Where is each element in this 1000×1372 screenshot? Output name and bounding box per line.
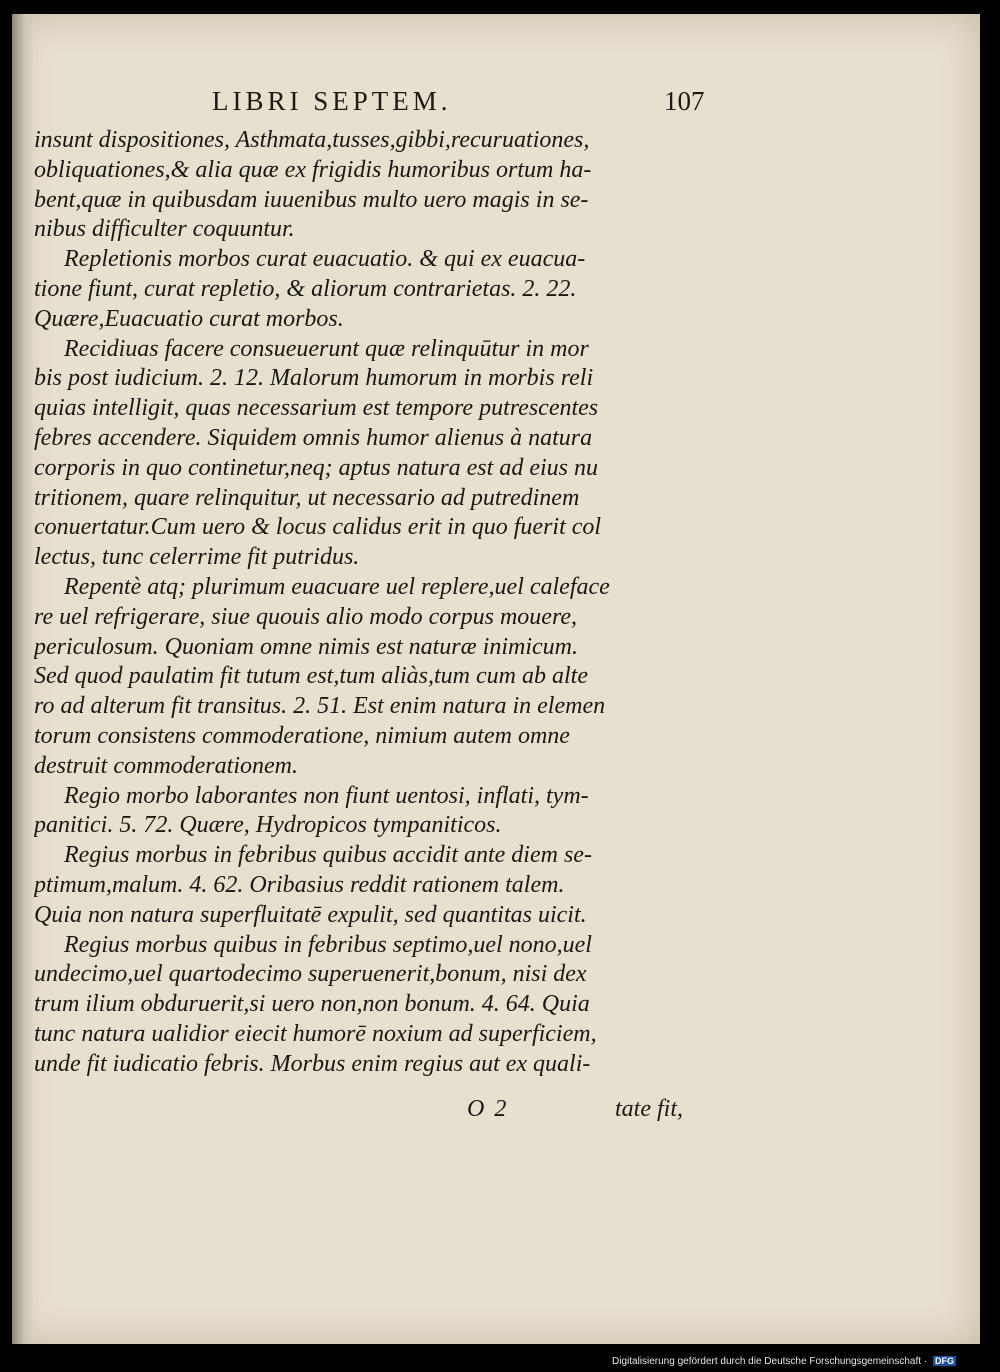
text-line: insunt dispositiones, Asthmata,tusses,gibbi,recuruationes, xyxy=(34,127,590,153)
text-line: tione fiunt, curat repletio, & aliorum contrarietas. 2. 22. xyxy=(34,275,577,302)
text-line: Recidiuas facere consueuerunt quæ relinquūtur in mor xyxy=(64,335,589,362)
text-line: Quia non natura superfluitatē expulit, sed quantitas uicit. xyxy=(34,901,587,928)
dfg-logo: DFG xyxy=(934,1356,954,1366)
text-line: bent,quæ in quibusdam iuuenibus multo uero magis in se- xyxy=(34,186,589,213)
text-line: destruit commoderationem. xyxy=(34,752,298,779)
text-line: trum ilium obduruerit,si uero non,non bonum. 4. 64. Quia xyxy=(34,991,590,1018)
text-line: nibus difficulter coquuntur. xyxy=(34,216,295,243)
text-line: corporis in quo continetur,neq; aptus natura est ad eius nu xyxy=(34,454,598,481)
text-line: ro ad alterum fit transitus. 2. 51. Est enim natura in elemen xyxy=(34,693,606,720)
text-line: Repentè atq; plurimum euacuare uel replere,uel caleface xyxy=(64,573,610,600)
text-line: obliquationes,& alia quæ ex frigidis humoribus ortum ha- xyxy=(34,156,592,183)
text-line: Quære,Euacuatio curat morbos. xyxy=(34,305,344,332)
text-line: re uel refrigerare, siue quouis alio modo corpus mouere, xyxy=(34,603,578,630)
book-page xyxy=(12,14,980,1344)
digitization-attribution xyxy=(612,1356,956,1367)
text-line: tunc natura ualidior eiecit humorē noxium ad superficiem, xyxy=(34,1020,597,1047)
attribution-text: Digitalisierung gefördert durch die Deutsche Forschungsgemeinschaft · xyxy=(612,1356,928,1367)
text-body xyxy=(34,126,724,1080)
text-line: tritionem, quare relinquitur, ut necessario ad putredinem xyxy=(34,484,580,511)
catchword: tate fit, xyxy=(615,1096,683,1122)
text-line: Regius morbus quibus in febribus septimo,uel nono,uel xyxy=(64,931,592,958)
text-line: Sed quod paulatim fit tutum est,tum aliàs,tum cum ab alte xyxy=(34,663,588,690)
text-line: periculosum. Quoniam omne nimis est naturæ inimicum. xyxy=(34,633,578,660)
running-head-title: LIBRI SEPTEM. xyxy=(212,86,452,116)
text-line: Repletionis morbos curat euacuatio. & qui ex euacua- xyxy=(64,246,586,273)
page-footer xyxy=(12,1096,980,1126)
text-line: torum consistens commoderatione, nimium autem omne xyxy=(34,722,570,749)
text-line: unde fit iudicatio febris. Morbus enim regius aut ex quali- xyxy=(34,1050,591,1077)
text-line: lectus, tunc celerrime fit putridus. xyxy=(34,544,360,571)
text-line: Regio morbo laborantes non fiunt uentosi, inflati, tym- xyxy=(64,782,589,809)
text-line: quias intelligit, quas necessarium est tempore putrescentes xyxy=(34,395,599,422)
text-line: undecimo,uel quartodecimo superuenerit,bonum, nisi dex xyxy=(34,961,587,988)
page-gutter-shadow xyxy=(12,14,34,1344)
text-line: ptimum,malum. 4. 62. Oribasius reddit rationem talem. xyxy=(34,871,565,898)
text-line: Regius morbus in febribus quibus accidit ante diem se- xyxy=(64,842,592,869)
text-line: panitici. 5. 72. Quære, Hydropicos tympaniticos. xyxy=(34,812,502,839)
page-number: 107 xyxy=(664,86,705,116)
text-line: conuertatur.Cum uero & locus calidus erit in quo fuerit col xyxy=(34,514,602,541)
running-head xyxy=(12,86,980,126)
text-line: bis post iudicium. 2. 12. Malorum humorum in morbis reli xyxy=(34,365,594,392)
signature-mark: O 2 xyxy=(467,1096,509,1122)
text-line: febres accendere. Siquidem omnis humor alienus à natura xyxy=(34,424,593,451)
